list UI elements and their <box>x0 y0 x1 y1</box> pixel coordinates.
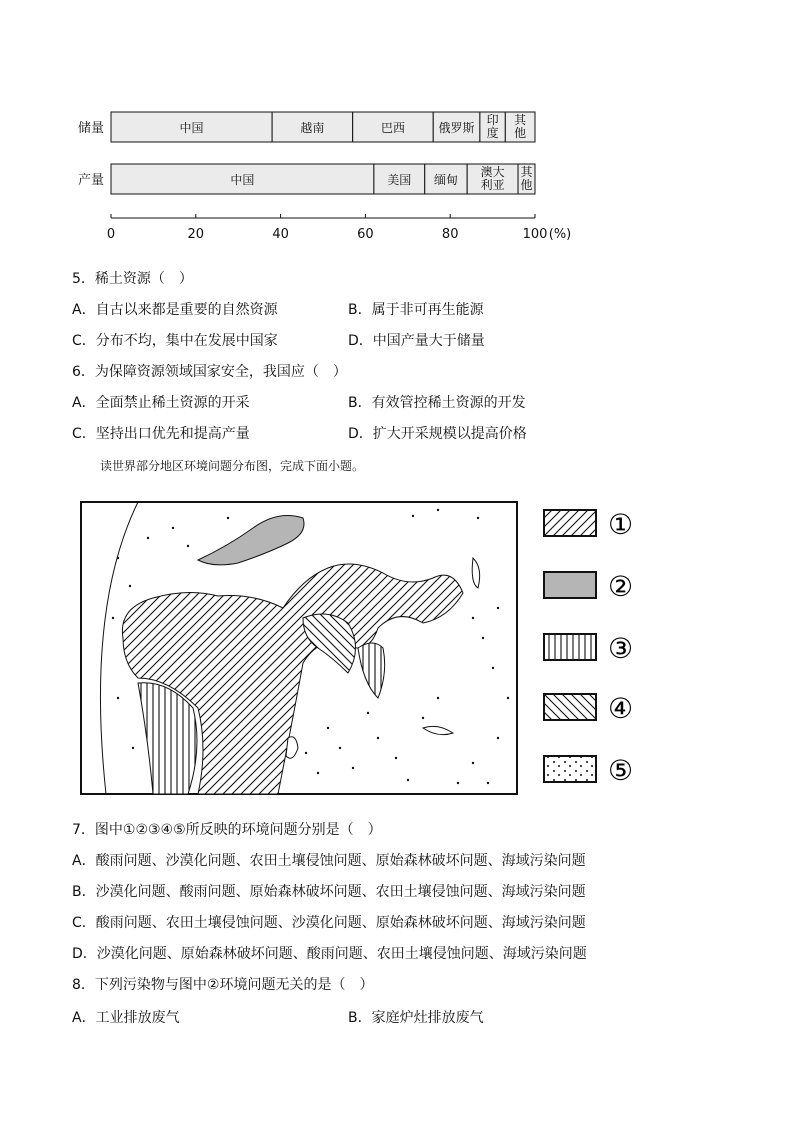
x-tick-label: 20 <box>187 227 205 242</box>
legend-3-label: ③ <box>608 632 634 665</box>
x-tick-label: 100 <box>522 227 548 242</box>
legend-2-label: ② <box>608 570 634 603</box>
legend-4-label: ④ <box>608 692 634 725</box>
q8-option-b[interactable]: B．家庭炉灶排放废气 <box>348 1010 484 1026</box>
q7-option-d[interactable]: D．沙漠化问题、原始森林破坏问题、酸雨问题、农田土壤侵蚀问题、海域污染问题 <box>72 946 587 962</box>
segment-label: 俄罗斯 <box>438 121 475 135</box>
segment-label: 其 <box>520 165 533 179</box>
segment-label: 度 <box>486 126 499 140</box>
chart-svg <box>0 0 794 250</box>
segment-label: 中国 <box>230 173 255 187</box>
legend-5-label: ⑤ <box>608 754 634 787</box>
q5-option-d[interactable]: D．中国产量大于储量 <box>348 333 485 349</box>
segment-label: 利亚 <box>480 178 505 192</box>
q7-option-c[interactable]: C．酸雨问题、农田土壤侵蚀问题、沙漠化问题、原始森林破坏问题、海域污染问题 <box>72 915 586 931</box>
q5-option-b[interactable]: B．属于非可再生能源 <box>348 302 484 318</box>
x-tick-label: 80 <box>441 227 459 242</box>
q6-option-c[interactable]: C．坚持出口优先和提高产量 <box>72 426 250 442</box>
segment-label: 美国 <box>387 173 412 187</box>
map-legend <box>544 508 633 787</box>
q5-option-a[interactable]: A．自古以来都是重要的自然资源 <box>72 302 278 318</box>
legend-5-swatch <box>544 756 596 782</box>
map-svg <box>78 498 794 798</box>
rare-earth-chart <box>0 0 794 250</box>
x-tick-label: 0 <box>106 227 116 242</box>
segment-label: 澳大 <box>480 165 505 179</box>
q7-stem: 7．图中①②③④⑤所反映的环境问题分别是（ ） <box>72 822 382 838</box>
q5-stem: 5．稀土资源（ ） <box>72 271 193 287</box>
segment-label: 巴西 <box>380 121 405 135</box>
segment-label: 缅甸 <box>433 173 458 187</box>
legend-3-swatch <box>544 634 596 660</box>
x-unit-label: (%) <box>548 227 572 242</box>
q6-option-d[interactable]: D．扩大开采规模以提高价格 <box>348 426 527 442</box>
q6-option-b[interactable]: B．有效管控稀土资源的开发 <box>348 395 526 411</box>
q5-option-c[interactable]: C．分布不均，集中在发展中国家 <box>72 333 278 349</box>
segment-label: 中国 <box>179 121 204 135</box>
segment-label: 越南 <box>300 121 325 135</box>
map-intro: 读世界部分地区环境问题分布图，完成下面小题。 <box>100 459 365 473</box>
legend-2-swatch <box>544 572 596 598</box>
q7-option-b[interactable]: B．沙漠化问题、酸雨问题、原始森林破坏问题、农田土壤侵蚀问题、海域污染问题 <box>72 884 586 900</box>
row-label: 储量 <box>77 121 104 136</box>
q6-option-a[interactable]: A．全面禁止稀土资源的开采 <box>72 395 250 411</box>
q6-stem: 6．为保障资源领域国家安全，我国应（ ） <box>72 364 347 380</box>
legend-4-swatch <box>544 694 596 720</box>
legend-1-label: ① <box>608 508 634 541</box>
segment-label: 他 <box>514 126 527 140</box>
environment-map <box>78 498 794 798</box>
q8-option-a[interactable]: A．工业排放废气 <box>72 1010 180 1026</box>
segment-label: 其 <box>514 113 527 127</box>
legend-1-swatch <box>544 510 596 536</box>
segment-label: 印 <box>486 113 499 127</box>
row-label: 产量 <box>77 173 104 188</box>
q8-stem: 8．下列污染物与图中②环境问题无关的是（ ） <box>72 977 374 993</box>
x-tick-label: 60 <box>357 227 374 242</box>
segment-label: 他 <box>520 178 533 192</box>
q7-option-a[interactable]: A．酸雨问题、沙漠化问题、农田土壤侵蚀问题、原始森林破坏问题、海域污染问题 <box>72 853 586 869</box>
x-tick-label: 40 <box>272 227 289 242</box>
